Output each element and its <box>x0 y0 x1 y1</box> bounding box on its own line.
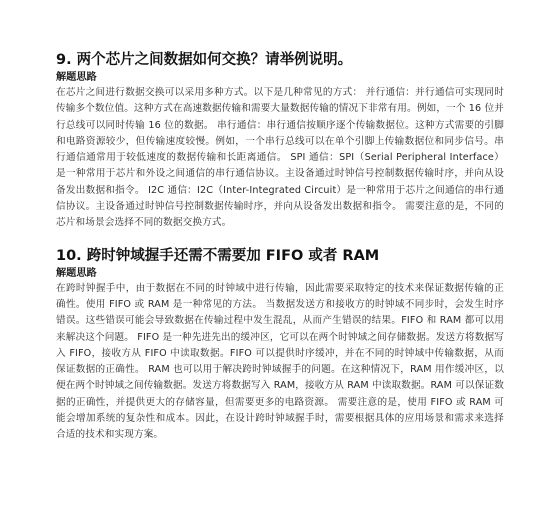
question-10-title: 10. 跨时钟域握手还需不需要加 FIFO 或者 RAM <box>56 247 380 264</box>
question-10-section <box>56 246 504 444</box>
question-9-title: 9. 两个芯片之间数据如何交换？请举例说明。 <box>56 52 353 68</box>
question-10-subtitle: 解题思路 <box>56 267 97 279</box>
question-10-body: 在跨时钟握手中，由于数据在不同的时钟域中进行传输，因此需要采取特定的技术来保证数据传输的正确性。使用 FIFO 或 RAM 是一种常见的方法。 当数据发送方和接收方的时钟域不同步时，会发生时序错误。这些错误可能会导致数据在传输过程中发生混乱，从而产生错误的结果。FIFO 和 RAM 都可以用来解决这个问题。 FIFO 是一种先进先出的缓冲区，它可以在两个时钟域之间存储数据。发送方将数据写入 FIFO，接收方从 FIFO 中读取数据。FIFO 可以提供时序缓冲，并在不同的时钟域中传输数据，从而保证数据的正确性。 RAM 也可以用于解决跨时钟域握手的问题。在这种情况下，RAM 用作缓冲区，以便在两个时钟域之间传输数据。发送方将数据写入 RAM，接收方从 RAM 中读取数据。RAM 可以保证数据的正确性，并提供更大的存储容量，但需要更多的电路资源。 需要注意的是，使用 FIFO 或 RAM 可能会增加系统的复杂性和成本。因此，在设计跨时钟域握手时，需要根据具体的应用场景和需求来选择合适的技术和实现方案。 <box>56 282 504 441</box>
question-9-subtitle: 解题思路 <box>56 72 97 83</box>
document-page <box>56 50 504 444</box>
question-9-body: 在芯片之间进行数据交换可以采用多种方式。以下是几种常见的方式： 并行通信：并行通信可实现同时传输多个数位值。这种方式在高速数据传输和需要大量数据传输的情况下非常有用。例如，一个 16 位并行总线可以同时传输 16 位的数据。 串行通信：串行通信按顺序逐个传输数据位。这种方式需要的引脚和电路资源较少，但传输速度较慢。例如，一个串行总线可以在单个引脚上传输数据位和同步信号。串行通信通常用于较低速度的数据传输和长距离通信。 SPI 通信：SPI（Serial Peripheral Interface）是一种常用于芯片和外设之间通信的串行通信协议。主设备通过时钟信号控制数据传输时序，并向从设备发出数据和指令。 I2C 通信：I2C（Inter-Integrated Circuit）是一种常用于芯片之间通信的串行通信协议。主设备通过时钟信号控制数据传输时序，并向从设备发出数据和指令。 需要注意的是，不同的芯片和场景会选择不同的数据交换方式。 <box>56 87 504 229</box>
question-9-section <box>56 50 504 232</box>
